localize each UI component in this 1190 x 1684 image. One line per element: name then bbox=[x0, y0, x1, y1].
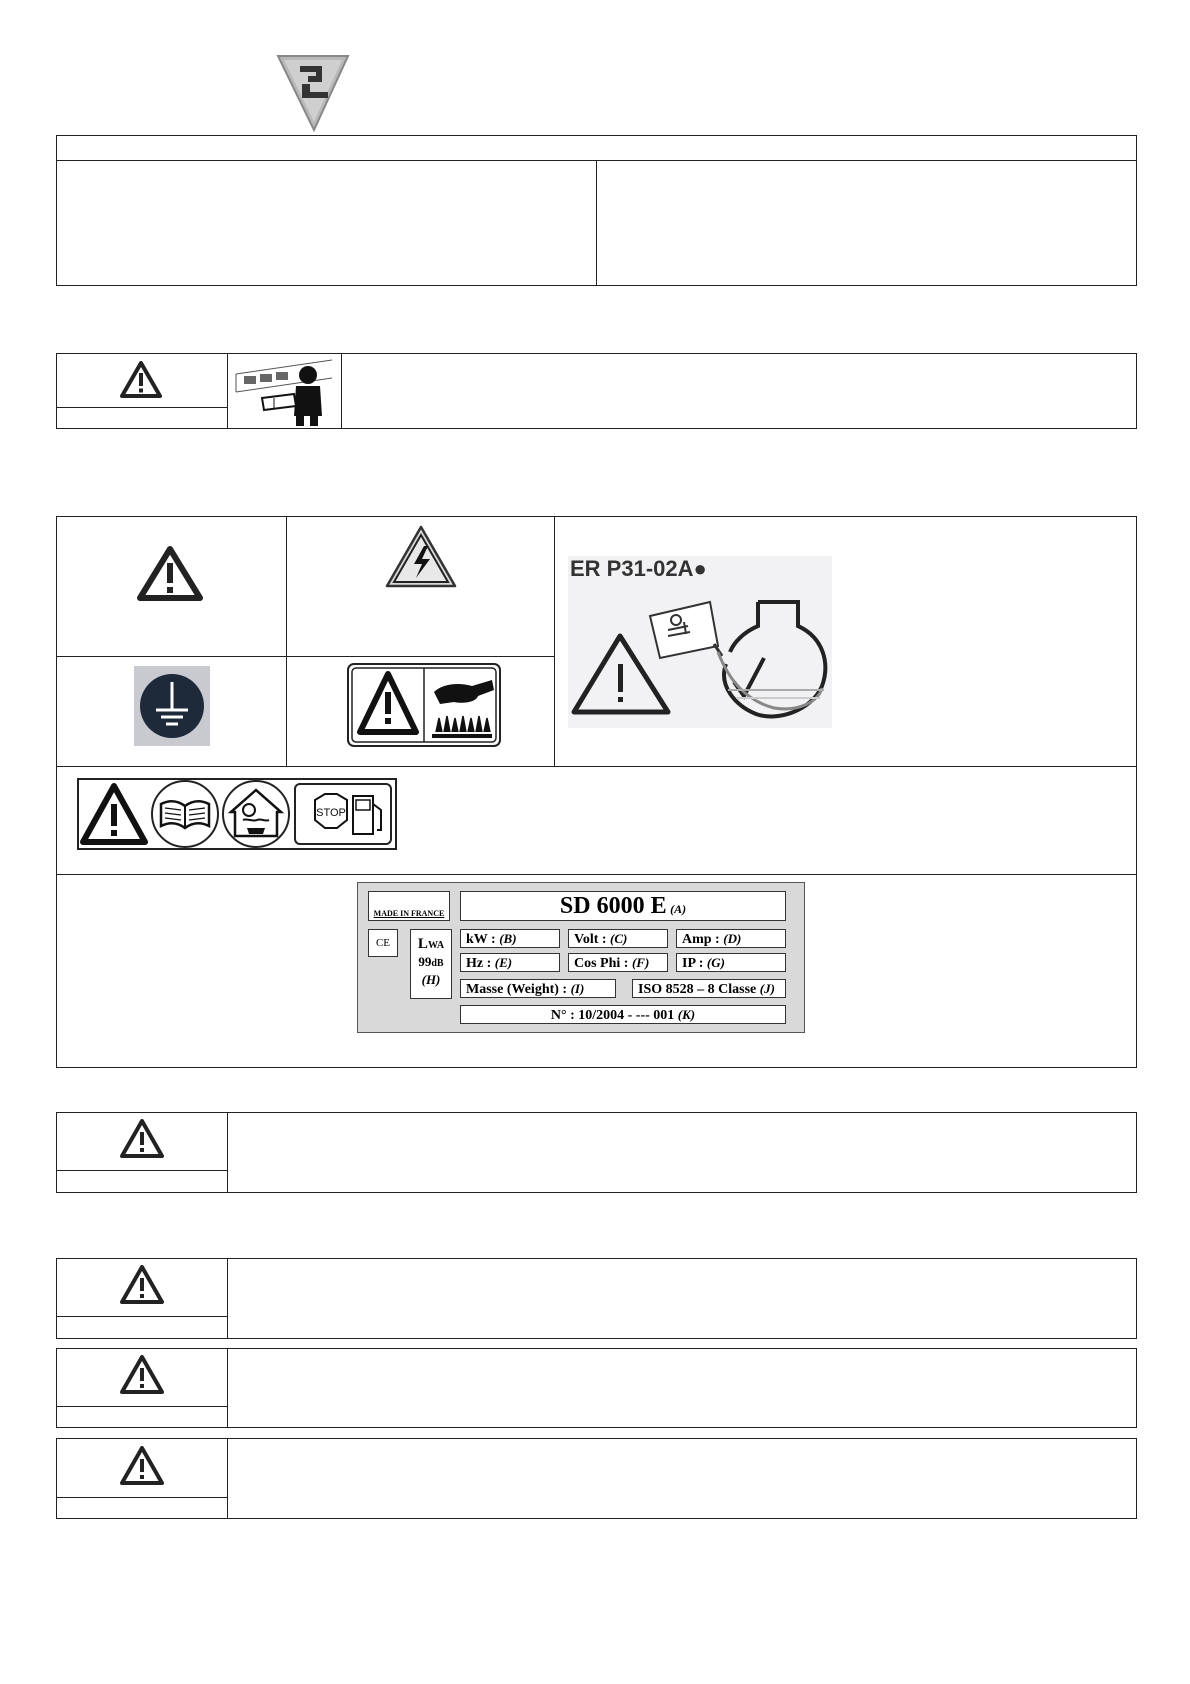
cell-divider bbox=[227, 1112, 228, 1193]
made-in-france-text: MADE IN FRANCE bbox=[373, 909, 445, 918]
cell-divider bbox=[227, 1438, 228, 1519]
model-cell bbox=[460, 891, 786, 921]
cell-divider bbox=[554, 516, 555, 766]
hz-label: Hz : bbox=[466, 956, 495, 971]
cell-divider bbox=[286, 516, 287, 766]
model-ref: (A) bbox=[670, 902, 687, 916]
warning-icon bbox=[120, 1446, 164, 1486]
ip-ref: (G) bbox=[706, 955, 725, 970]
iso-ref: (J) bbox=[759, 981, 775, 996]
warning-row-1 bbox=[56, 1112, 1137, 1193]
pl-logo-icon bbox=[276, 52, 350, 132]
kw-label: kW : bbox=[466, 932, 500, 947]
er-label-code: ER P31-02A● bbox=[570, 556, 707, 581]
earth-ground-icon bbox=[134, 666, 210, 746]
serial-label: N° : 10/2004 - --- 001 bbox=[550, 1008, 678, 1023]
warning-icon bbox=[120, 1119, 164, 1159]
lwa-value: 99 bbox=[418, 954, 432, 969]
lwa-cell bbox=[410, 929, 452, 999]
oil-level-icon bbox=[568, 586, 832, 728]
warning-row-4 bbox=[56, 1438, 1137, 1519]
kw-field bbox=[460, 929, 560, 948]
kw-ref: (B) bbox=[499, 931, 517, 946]
combined-safety-label bbox=[77, 778, 397, 850]
cell-divider bbox=[56, 656, 554, 657]
cell-divider bbox=[56, 1406, 227, 1407]
warning-icon bbox=[120, 1265, 164, 1305]
ventilation-icon bbox=[223, 781, 289, 847]
cell-divider bbox=[56, 874, 1137, 875]
cell-divider bbox=[56, 766, 1137, 767]
ip-field bbox=[676, 953, 786, 972]
cell-divider bbox=[227, 353, 228, 429]
hot-surface-label bbox=[346, 662, 502, 748]
hz-ref: (E) bbox=[494, 955, 513, 970]
cell-divider bbox=[227, 1348, 228, 1428]
iso-label: ISO 8528 – 8 Classe bbox=[638, 982, 760, 997]
amp-label: Amp : bbox=[682, 932, 724, 947]
cell-divider bbox=[341, 353, 342, 429]
ip-label: IP : bbox=[682, 956, 707, 971]
nameplate-made-in-cell bbox=[368, 891, 450, 921]
svg-text:STOP: STOP bbox=[316, 807, 346, 819]
ce-text: CE bbox=[375, 937, 391, 949]
masse-ref: (I) bbox=[570, 981, 585, 996]
volt-ref: (C) bbox=[610, 931, 628, 946]
warning-icon bbox=[120, 361, 162, 399]
warning-icon bbox=[120, 1355, 164, 1395]
er-label bbox=[568, 556, 832, 728]
warning-row-2 bbox=[56, 1258, 1137, 1339]
electric-shock-icon bbox=[384, 524, 458, 590]
lwa-unit: dB bbox=[431, 958, 444, 969]
header-column-divider bbox=[596, 160, 597, 286]
earth-ground-label bbox=[134, 666, 210, 746]
lwa-symbol: L bbox=[417, 936, 428, 952]
cosphi-field bbox=[568, 953, 668, 972]
warning-row-operator bbox=[56, 353, 1137, 429]
volt-label: Volt : bbox=[574, 932, 611, 947]
iso-field bbox=[632, 979, 786, 998]
amp-ref: (D) bbox=[723, 931, 742, 946]
stop-before-refuel-icon bbox=[295, 784, 391, 844]
lwa-ref: (H) bbox=[421, 972, 441, 987]
cell-divider bbox=[56, 1316, 227, 1317]
cosphi-ref: (F) bbox=[631, 955, 650, 970]
ce-mark bbox=[368, 929, 398, 957]
hz-field bbox=[460, 953, 560, 972]
cell-divider bbox=[56, 1497, 227, 1498]
cell-divider bbox=[56, 1170, 227, 1171]
amp-field bbox=[676, 929, 786, 948]
operator-reading-panel-icon bbox=[234, 358, 334, 426]
serial-ref: (K) bbox=[677, 1007, 696, 1022]
model-name: SD 6000 E bbox=[559, 893, 667, 919]
volt-field bbox=[568, 929, 668, 948]
masse-label: Masse (Weight) : bbox=[466, 982, 571, 997]
cell-divider bbox=[56, 407, 227, 408]
lwa-subscript: WA bbox=[427, 940, 445, 951]
warning-row-3 bbox=[56, 1348, 1137, 1428]
read-manual-icon bbox=[152, 781, 218, 847]
cosphi-label: Cos Phi : bbox=[574, 956, 632, 971]
cell-divider bbox=[227, 1258, 228, 1339]
warning-icon bbox=[137, 546, 203, 602]
masse-field bbox=[460, 979, 616, 998]
nameplate bbox=[357, 882, 805, 1033]
serial-field bbox=[460, 1005, 786, 1024]
pl-logo bbox=[276, 52, 350, 132]
